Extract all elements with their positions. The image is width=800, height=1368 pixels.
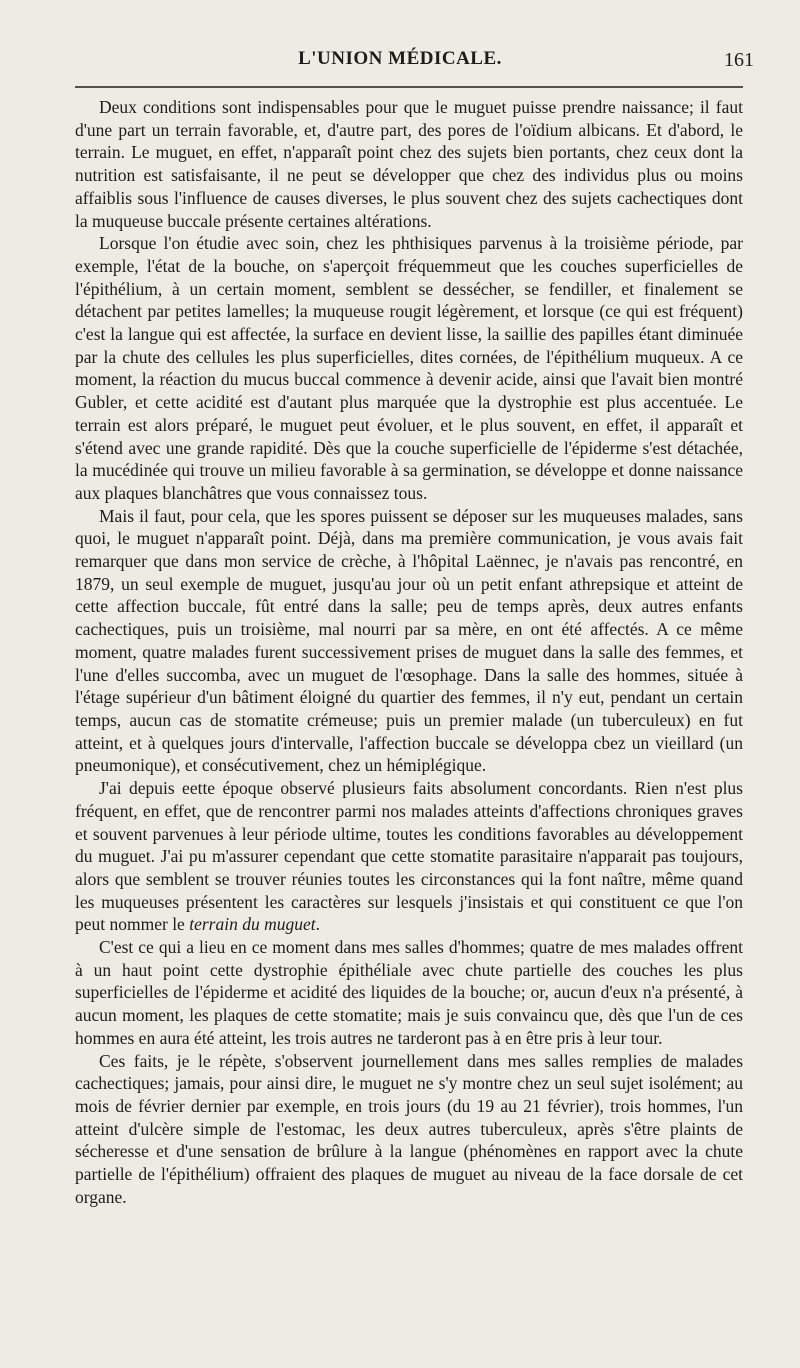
article-body xyxy=(75,96,743,1208)
running-head xyxy=(0,48,800,74)
paragraph-4: J'ai depuis eette époque observé plusieurs faits absolument concordants. Rien n'est plus fréquent, en effet, que de rencontrer parmi nos malades atteints d'affections chroniques graves et souvent parvenues à leur période ultime, toutes les conditions favorables au développement du muguet. J'ai pu m'assurer cependant que cette stomatite parasitaire n'apparait pas toujours, alors que semblent se trouver réunies toutes les circonstances qui la font naître, même quand les muqueuses présentent les caractères sur lesquels j'insistais et qui constituent ce que l'on peut nommer le terrain du muguet. xyxy=(75,778,743,935)
paragraph-5: C'est ce qui a lieu en ce moment dans mes salles d'hommes; quatre de mes malades offrent à un haut point cette dystrophie épithéliale avec chute partielle des couches les plus superficielles de l'épiderme et acidité des liquides de la bouche; or, aucun d'eux n'a présenté, à aucun moment, les plaques de cette stomatite; mais je suis convaincu que, dès que l'un de ces hommes en aura été atteint, les trois autres ne tarderont pas à en être pris à leur tour. xyxy=(75,937,743,1048)
journal-title: L'UNION MÉDICALE. xyxy=(298,48,502,69)
paragraph-2: Lorsque l'on étudie avec soin, chez les phthisiques parvenus à la troisième période, par exemple, l'état de la bouche, on s'aperçoit fréquemmeut que les couches superficielles de l'épithélium, à un certain moment, semblent se dessécher, se fendiller, et finalement se détachent par petites lamelles; la muqueuse rougit légèrement, et lorsque (ce qui est fréquent) c'est la langue qui est affectée, la surface en devient lisse, la saillie des papilles étant diminuée par la chute des cellules les plus superficielles, dites cornées, de l'épithélium muqueux. A ce moment, la réaction du mucus buccal commence à devenir acide, ainsi que l'avait bien montré Gubler, et cette acidité est d'autant plus marquée que la dystrophie est plus accentuée. Le terrain est alors préparé, le muguet peut évoluer, et le plus souvent, en effet, il apparaît et s'étend avec une grande rapidité. Dès que la couche superficielle de l'épiderme s'est détachée, la mucédinée qui trouve un milieu favorable à sa germination, se développe et donne naissance aux plaques blanchâtres que vous connaissez tous. xyxy=(75,233,743,503)
header-rule xyxy=(75,86,743,88)
paragraph-3: Mais il faut, pour cela, que les spores puissent se déposer sur les muqueuses malades, sans quoi, le muguet n'apparaît point. Déjà, dans ma première communication, je vous avais fait remarquer que dans mon service de crèche, à l'hôpital Laënnec, je n'avais pas rencontré, en 1879, un seul exemple de muguet, jusqu'au jour où un petit enfant athrepsique et atteint de cette affection buccale, fût entré dans la salle; peu de temps après, deux autres enfants cachectiques, puis un troisième, mal nourri par sa mère, en ont été affectés. A ce même moment, quatre malades furent successivement prises de muguet dans la salle des femmes, et l'une d'elles succomba, avec un muguet de l'œsophage. Dans la salle des hommes, située à l'étage supérieur d'un bâtiment éloigné du quartier des femmes, il n'y eut, pendant un certain temps, aucun cas de stomatite crémeuse; puis un premier malade (un tuberculeux) en fut atteint, et à quelques jours d'intervalle, l'affection buccale se développa cbez un vieillard (un pneumonique), et consécutivement, chez un hémiplégique. xyxy=(75,505,743,776)
italic-term: terrain du muguet xyxy=(189,914,316,935)
page-number: 161 xyxy=(724,49,754,71)
paragraph-1: Deux conditions sont indispensables pour que le muguet puisse prendre naissance; il faut d'une part un terrain favorable, et, d'autre part, des pores de l'oïdium albicans. Et d'abord, le terrain. Le muguet, en effet, n'apparaît point chez des sujets bien portants, chez ceux dont la nutrition est satisfaisante, il ne peut se développer que chez des individus plus ou moins affaiblis sous l'influence de causes diverses, le plus souvent chez des sujets cachectiques dont la muqueuse buccale présente certaines altérations. xyxy=(75,97,743,231)
paragraph-6: Ces faits, je le répète, s'observent journellement dans mes salles remplies de malades cachectiques; jamais, pour ainsi dire, le muguet ne s'y montre chez un seul sujet isolément; au mois de février dernier par exemple, en trois jours (du 19 au 21 février), trois hommes, l'un atteint d'ulcère simple de l'estomac, les deux autres tuberculeux, après s'être plaints de sécheresse et d'une sensation de brûlure à la langue (phénomènes en rapport avec la chute partielle de l'épithélium) offraient des plaques de muguet au niveau de la face dorsale de cet organe. xyxy=(75,1050,743,1207)
